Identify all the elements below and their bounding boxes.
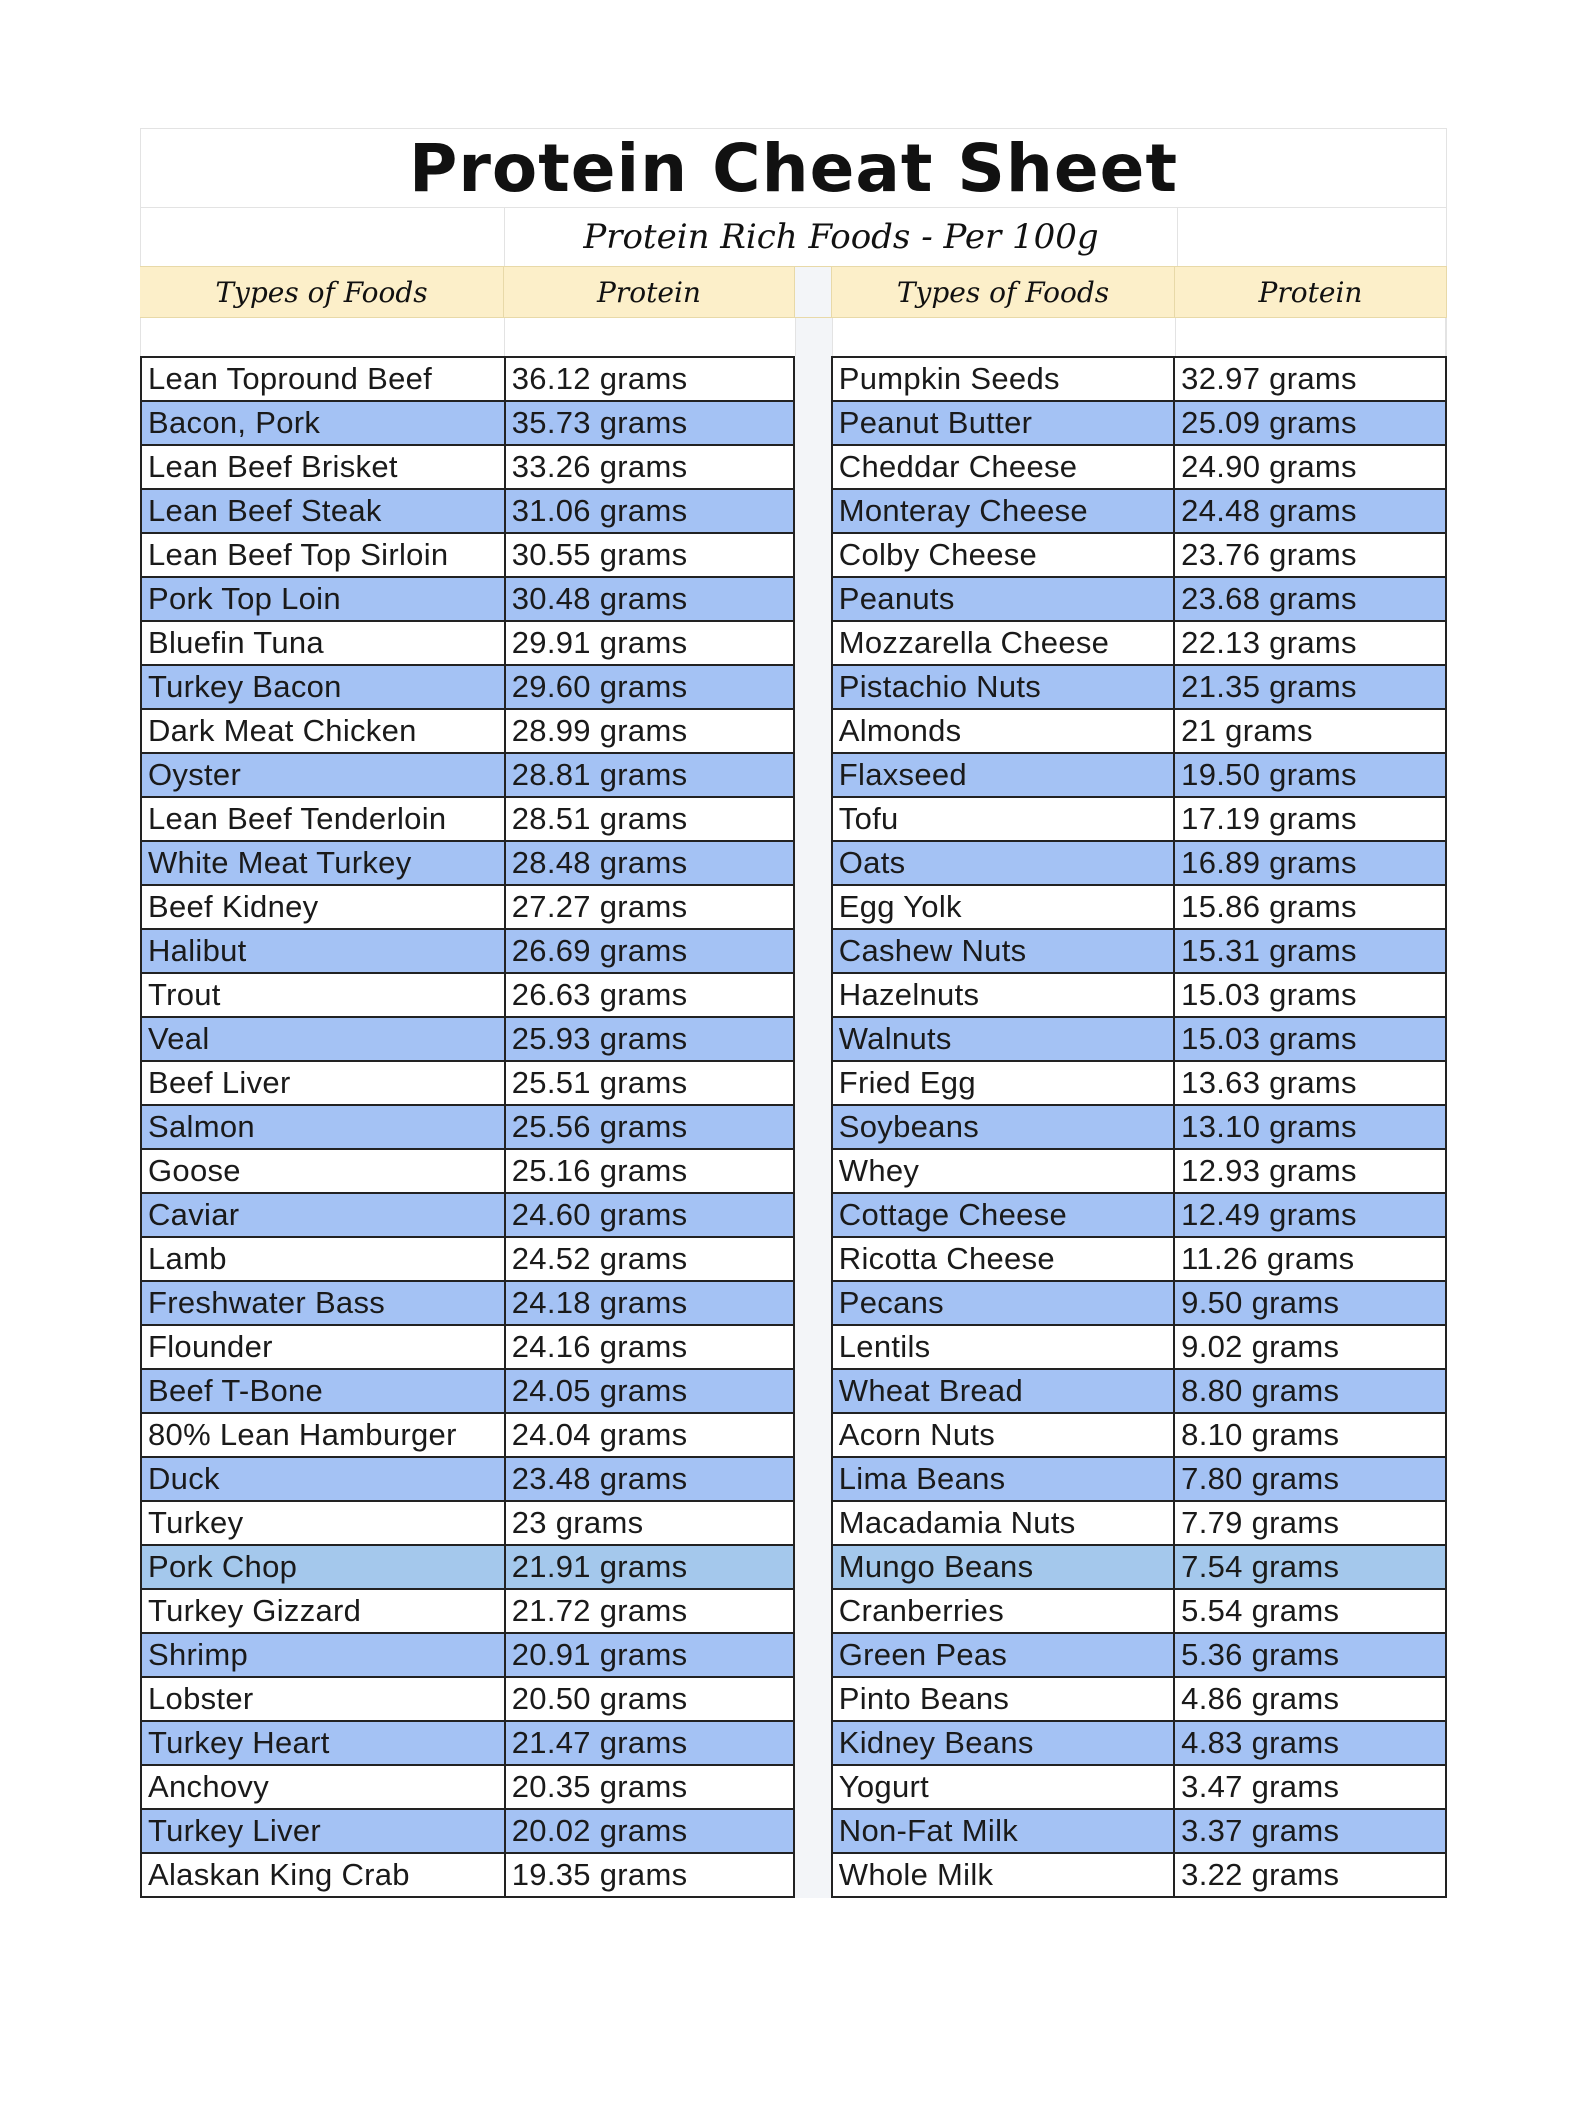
table-row xyxy=(832,929,1446,973)
food-name-cell: Caviar xyxy=(141,1193,505,1237)
table-row xyxy=(832,1501,1446,1545)
table-row xyxy=(141,621,794,665)
table-row xyxy=(832,665,1446,709)
table-row xyxy=(141,1237,794,1281)
food-name-cell: Almonds xyxy=(832,709,1174,753)
table-row xyxy=(832,1017,1446,1061)
table-row xyxy=(832,621,1446,665)
protein-value-cell: 4.86 grams xyxy=(1174,1677,1446,1721)
table-row xyxy=(141,1589,794,1633)
table-row xyxy=(141,1105,794,1149)
table-row xyxy=(141,929,794,973)
table-row xyxy=(141,445,794,489)
table-row xyxy=(141,1501,794,1545)
table-row xyxy=(141,489,794,533)
protein-value-cell: 12.93 grams xyxy=(1174,1149,1446,1193)
food-name-cell: Beef Kidney xyxy=(141,885,505,929)
food-name-cell: Tofu xyxy=(832,797,1174,841)
protein-value-cell: 25.16 grams xyxy=(505,1149,794,1193)
protein-value-cell: 31.06 grams xyxy=(505,489,794,533)
food-name-cell: Lamb xyxy=(141,1237,505,1281)
food-name-cell: Bacon, Pork xyxy=(141,401,505,445)
protein-value-cell: 22.13 grams xyxy=(1174,621,1446,665)
table-row xyxy=(832,1193,1446,1237)
food-name-cell: Peanuts xyxy=(832,577,1174,621)
table-row xyxy=(141,1325,794,1369)
food-name-cell: Shrimp xyxy=(141,1633,505,1677)
protein-value-cell: 15.86 grams xyxy=(1174,885,1446,929)
food-name-cell: Cranberries xyxy=(832,1589,1174,1633)
protein-value-cell: 30.48 grams xyxy=(505,577,794,621)
protein-value-cell: 17.19 grams xyxy=(1174,797,1446,841)
table-row xyxy=(832,1545,1446,1589)
food-name-cell: Turkey Heart xyxy=(141,1721,505,1765)
subtitle-spacer-right xyxy=(1178,208,1446,266)
protein-value-cell: 5.36 grams xyxy=(1174,1633,1446,1677)
table-row xyxy=(141,1149,794,1193)
protein-value-cell: 25.09 grams xyxy=(1174,401,1446,445)
table-row xyxy=(141,533,794,577)
protein-value-cell: 15.03 grams xyxy=(1174,1017,1446,1061)
food-name-cell: Alaskan King Crab xyxy=(141,1853,505,1897)
food-name-cell: Lean Beef Tenderloin xyxy=(141,797,505,841)
table-row xyxy=(141,973,794,1017)
table-row xyxy=(832,797,1446,841)
table-row xyxy=(141,841,794,885)
food-name-cell: Cashew Nuts xyxy=(832,929,1174,973)
food-name-cell: Wheat Bread xyxy=(832,1369,1174,1413)
table-row xyxy=(832,1413,1446,1457)
table-row xyxy=(832,1281,1446,1325)
table-row xyxy=(832,1721,1446,1765)
table-row xyxy=(832,357,1446,401)
food-name-cell: Freshwater Bass xyxy=(141,1281,505,1325)
protein-value-cell: 21.72 grams xyxy=(505,1589,794,1633)
protein-value-cell: 7.80 grams xyxy=(1174,1457,1446,1501)
food-name-cell: Green Peas xyxy=(832,1633,1174,1677)
protein-value-cell: 21.35 grams xyxy=(1174,665,1446,709)
blank-cell xyxy=(505,318,796,356)
protein-value-cell: 29.60 grams xyxy=(505,665,794,709)
food-name-cell: Pecans xyxy=(832,1281,1174,1325)
food-name-cell: Bluefin Tuna xyxy=(141,621,505,665)
food-name-cell: Lean Beef Top Sirloin xyxy=(141,533,505,577)
table-row xyxy=(141,1369,794,1413)
table-row xyxy=(141,1193,794,1237)
food-name-cell: Pumpkin Seeds xyxy=(832,357,1174,401)
protein-value-cell: 21.47 grams xyxy=(505,1721,794,1765)
food-name-cell: Dark Meat Chicken xyxy=(141,709,505,753)
table-row xyxy=(141,1061,794,1105)
table-row xyxy=(141,1853,794,1897)
table-row xyxy=(832,1149,1446,1193)
table-row xyxy=(832,489,1446,533)
protein-value-cell: 5.54 grams xyxy=(1174,1589,1446,1633)
protein-value-cell: 24.60 grams xyxy=(505,1193,794,1237)
table-row xyxy=(832,1105,1446,1149)
protein-value-cell: 3.37 grams xyxy=(1174,1809,1446,1853)
food-name-cell: Monteray Cheese xyxy=(832,489,1174,533)
food-name-cell: Cottage Cheese xyxy=(832,1193,1174,1237)
protein-value-cell: 16.89 grams xyxy=(1174,841,1446,885)
food-name-cell: Macadamia Nuts xyxy=(832,1501,1174,1545)
table-row xyxy=(832,1457,1446,1501)
table-row xyxy=(832,1809,1446,1853)
table-row xyxy=(832,577,1446,621)
protein-value-cell: 24.90 grams xyxy=(1174,445,1446,489)
blank-cell xyxy=(1176,318,1446,356)
table-row xyxy=(832,1369,1446,1413)
table-row xyxy=(141,1281,794,1325)
food-name-cell: Non-Fat Milk xyxy=(832,1809,1174,1853)
protein-value-cell: 36.12 grams xyxy=(505,357,794,401)
protein-value-cell: 30.55 grams xyxy=(505,533,794,577)
protein-value-cell: 3.22 grams xyxy=(1174,1853,1446,1897)
food-name-cell: Beef Liver xyxy=(141,1061,505,1105)
subtitle-row xyxy=(140,208,1447,266)
food-name-cell: Lima Beans xyxy=(832,1457,1174,1501)
table-row xyxy=(832,1765,1446,1809)
right-protein-table xyxy=(831,356,1447,1898)
table-row xyxy=(141,1545,794,1589)
food-name-cell: Fried Egg xyxy=(832,1061,1174,1105)
table-row xyxy=(832,973,1446,1017)
table-row xyxy=(832,1589,1446,1633)
food-name-cell: Turkey Liver xyxy=(141,1809,505,1853)
food-name-cell: Lobster xyxy=(141,1677,505,1721)
table-row xyxy=(141,709,794,753)
protein-value-cell: 27.27 grams xyxy=(505,885,794,929)
food-name-cell: White Meat Turkey xyxy=(141,841,505,885)
header-right-protein: Protein xyxy=(1175,267,1447,317)
protein-value-cell: 3.47 grams xyxy=(1174,1765,1446,1809)
protein-value-cell: 28.81 grams xyxy=(505,753,794,797)
protein-value-cell: 13.63 grams xyxy=(1174,1061,1446,1105)
table-row xyxy=(141,1413,794,1457)
table-row xyxy=(832,533,1446,577)
food-name-cell: Anchovy xyxy=(141,1765,505,1809)
table-row xyxy=(141,1457,794,1501)
protein-value-cell: 23 grams xyxy=(505,1501,794,1545)
page-title: Protein Cheat Sheet xyxy=(140,128,1447,208)
protein-value-cell: 24.18 grams xyxy=(505,1281,794,1325)
table-row xyxy=(832,1237,1446,1281)
blank-cell xyxy=(833,318,1176,356)
table-row xyxy=(141,885,794,929)
left-protein-table xyxy=(140,356,795,1898)
table-row xyxy=(141,401,794,445)
header-left-food: Types of Foods xyxy=(140,267,504,317)
food-name-cell: Egg Yolk xyxy=(832,885,1174,929)
table-row xyxy=(141,1633,794,1677)
protein-value-cell: 24.48 grams xyxy=(1174,489,1446,533)
food-name-cell: Mozzarella Cheese xyxy=(832,621,1174,665)
protein-value-cell: 12.49 grams xyxy=(1174,1193,1446,1237)
food-name-cell: Lentils xyxy=(832,1325,1174,1369)
protein-value-cell: 7.54 grams xyxy=(1174,1545,1446,1589)
protein-value-cell: 25.56 grams xyxy=(505,1105,794,1149)
table-row xyxy=(141,1765,794,1809)
protein-value-cell: 19.35 grams xyxy=(505,1853,794,1897)
food-name-cell: Ricotta Cheese xyxy=(832,1237,1174,1281)
table-gap xyxy=(795,356,831,1898)
protein-value-cell: 21 grams xyxy=(1174,709,1446,753)
food-name-cell: Goose xyxy=(141,1149,505,1193)
table-row xyxy=(141,357,794,401)
food-name-cell: Lean Topround Beef xyxy=(141,357,505,401)
food-name-cell: Flaxseed xyxy=(832,753,1174,797)
protein-value-cell: 7.79 grams xyxy=(1174,1501,1446,1545)
food-name-cell: Lean Beef Brisket xyxy=(141,445,505,489)
table-row xyxy=(141,753,794,797)
protein-value-cell: 8.80 grams xyxy=(1174,1369,1446,1413)
food-name-cell: Colby Cheese xyxy=(832,533,1174,577)
protein-value-cell: 29.91 grams xyxy=(505,621,794,665)
table-row xyxy=(141,1809,794,1853)
protein-value-cell: 23.48 grams xyxy=(505,1457,794,1501)
table-row xyxy=(141,665,794,709)
protein-value-cell: 9.02 grams xyxy=(1174,1325,1446,1369)
food-name-cell: Acorn Nuts xyxy=(832,1413,1174,1457)
food-name-cell: Soybeans xyxy=(832,1105,1174,1149)
blank-row xyxy=(140,318,1447,356)
protein-value-cell: 28.51 grams xyxy=(505,797,794,841)
protein-value-cell: 9.50 grams xyxy=(1174,1281,1446,1325)
food-name-cell: Kidney Beans xyxy=(832,1721,1174,1765)
protein-value-cell: 24.04 grams xyxy=(505,1413,794,1457)
tables-container xyxy=(140,356,1447,1898)
food-name-cell: Veal xyxy=(141,1017,505,1061)
protein-value-cell: 20.91 grams xyxy=(505,1633,794,1677)
table-row xyxy=(832,1633,1446,1677)
header-left-protein: Protein xyxy=(504,267,795,317)
protein-value-cell: 11.26 grams xyxy=(1174,1237,1446,1281)
table-row xyxy=(141,797,794,841)
food-name-cell: Hazelnuts xyxy=(832,973,1174,1017)
food-name-cell: Pistachio Nuts xyxy=(832,665,1174,709)
protein-value-cell: 20.02 grams xyxy=(505,1809,794,1853)
table-row xyxy=(832,1677,1446,1721)
protein-cheat-sheet xyxy=(140,128,1447,1898)
protein-value-cell: 4.83 grams xyxy=(1174,1721,1446,1765)
blank-gap xyxy=(796,318,833,356)
protein-value-cell: 24.05 grams xyxy=(505,1369,794,1413)
table-row xyxy=(141,1017,794,1061)
table-row xyxy=(832,401,1446,445)
table-row xyxy=(832,1061,1446,1105)
food-name-cell: Mungo Beans xyxy=(832,1545,1174,1589)
protein-value-cell: 35.73 grams xyxy=(505,401,794,445)
column-header-row xyxy=(140,266,1447,318)
food-name-cell: Peanut Butter xyxy=(832,401,1174,445)
food-name-cell: Turkey Bacon xyxy=(141,665,505,709)
food-name-cell: Flounder xyxy=(141,1325,505,1369)
protein-value-cell: 23.68 grams xyxy=(1174,577,1446,621)
header-gap xyxy=(795,267,832,317)
table-row xyxy=(141,1677,794,1721)
protein-value-cell: 15.03 grams xyxy=(1174,973,1446,1017)
food-name-cell: 80% Lean Hamburger xyxy=(141,1413,505,1457)
protein-value-cell: 21.91 grams xyxy=(505,1545,794,1589)
table-row xyxy=(832,885,1446,929)
food-name-cell: Walnuts xyxy=(832,1017,1174,1061)
table-row xyxy=(832,753,1446,797)
food-name-cell: Oyster xyxy=(141,753,505,797)
header-right-food: Types of Foods xyxy=(832,267,1175,317)
food-name-cell: Lean Beef Steak xyxy=(141,489,505,533)
protein-value-cell: 8.10 grams xyxy=(1174,1413,1446,1457)
protein-value-cell: 28.48 grams xyxy=(505,841,794,885)
food-name-cell: Duck xyxy=(141,1457,505,1501)
protein-value-cell: 15.31 grams xyxy=(1174,929,1446,973)
protein-value-cell: 26.63 grams xyxy=(505,973,794,1017)
table-row xyxy=(141,577,794,621)
table-row xyxy=(832,1325,1446,1369)
table-row xyxy=(141,1721,794,1765)
protein-value-cell: 25.93 grams xyxy=(505,1017,794,1061)
page-subtitle: Protein Rich Foods - Per 100g xyxy=(505,208,1178,266)
food-name-cell: Trout xyxy=(141,973,505,1017)
food-name-cell: Whey xyxy=(832,1149,1174,1193)
subtitle-spacer-left xyxy=(141,208,505,266)
protein-value-cell: 33.26 grams xyxy=(505,445,794,489)
blank-cell xyxy=(141,318,505,356)
protein-value-cell: 24.52 grams xyxy=(505,1237,794,1281)
food-name-cell: Halibut xyxy=(141,929,505,973)
food-name-cell: Oats xyxy=(832,841,1174,885)
protein-value-cell: 24.16 grams xyxy=(505,1325,794,1369)
protein-value-cell: 28.99 grams xyxy=(505,709,794,753)
food-name-cell: Pork Chop xyxy=(141,1545,505,1589)
protein-value-cell: 26.69 grams xyxy=(505,929,794,973)
protein-value-cell: 32.97 grams xyxy=(1174,357,1446,401)
table-row xyxy=(832,445,1446,489)
protein-value-cell: 20.50 grams xyxy=(505,1677,794,1721)
protein-value-cell: 13.10 grams xyxy=(1174,1105,1446,1149)
food-name-cell: Pork Top Loin xyxy=(141,577,505,621)
protein-value-cell: 25.51 grams xyxy=(505,1061,794,1105)
table-row xyxy=(832,841,1446,885)
food-name-cell: Pinto Beans xyxy=(832,1677,1174,1721)
table-row xyxy=(832,709,1446,753)
protein-value-cell: 23.76 grams xyxy=(1174,533,1446,577)
protein-value-cell: 20.35 grams xyxy=(505,1765,794,1809)
protein-value-cell: 19.50 grams xyxy=(1174,753,1446,797)
food-name-cell: Turkey Gizzard xyxy=(141,1589,505,1633)
food-name-cell: Cheddar Cheese xyxy=(832,445,1174,489)
food-name-cell: Beef T-Bone xyxy=(141,1369,505,1413)
table-row xyxy=(832,1853,1446,1897)
food-name-cell: Turkey xyxy=(141,1501,505,1545)
food-name-cell: Salmon xyxy=(141,1105,505,1149)
food-name-cell: Yogurt xyxy=(832,1765,1174,1809)
food-name-cell: Whole Milk xyxy=(832,1853,1174,1897)
